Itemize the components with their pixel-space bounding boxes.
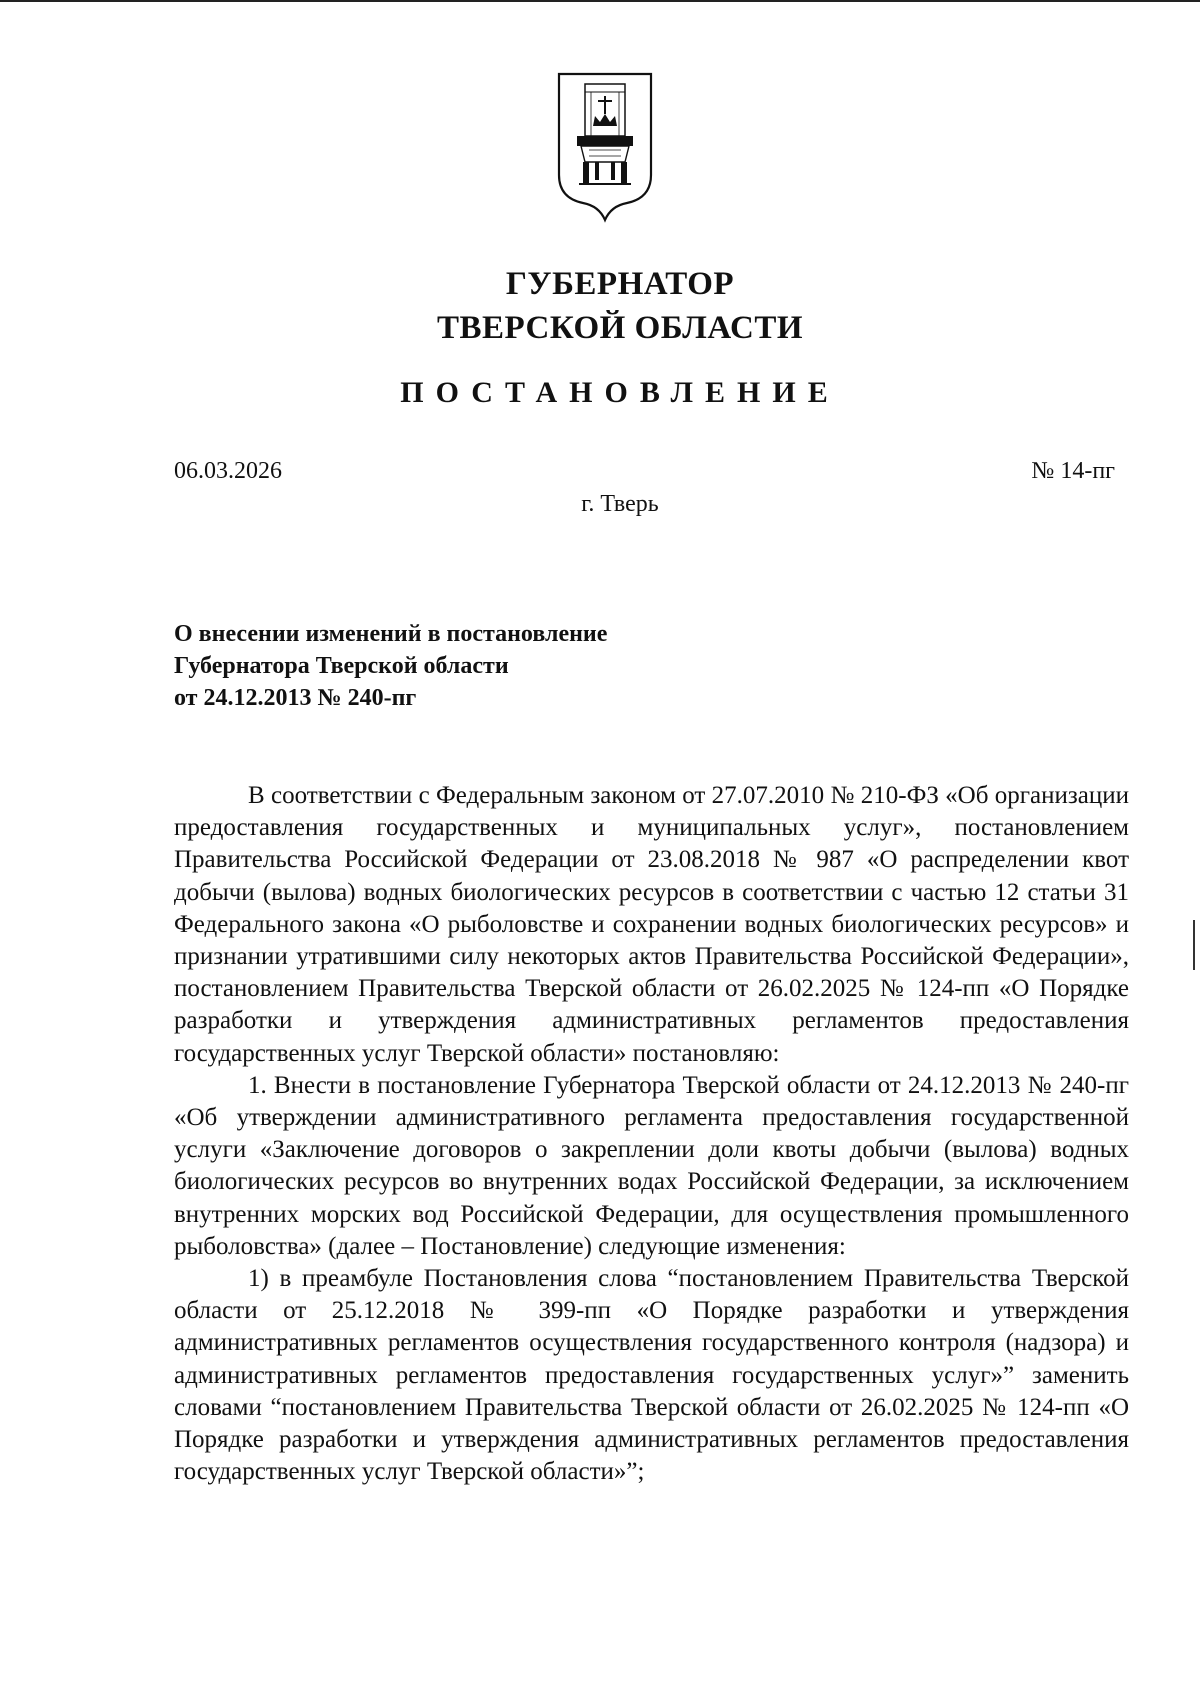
document-date: 06.03.2026 [174, 458, 282, 484]
authority-line-2: ТВЕРСКОЙ ОБЛАСТИ [436, 310, 804, 346]
item-1-paragraph: 1. Внести в постановление Губернатора Тверской области от 24.12.2013 № 240-пг «Об утверждении административного регламента предоставления государственной услуги «Заключение договоров о закреплении доли квоты добычи (вылова) водных биологических ресурсов во внутренних водах Российской Федерации, за исключением внутренних морских вод Российской Федерации, для осуществления промышленного рыболовства» (далее – Постановление) следующие изменения: [174, 1071, 1129, 1260]
subject-line-1: О внесении изменений в постановление [174, 621, 608, 647]
subject-line-2: Губернатора Тверской области [174, 653, 509, 679]
document-number: № 14-пг [1031, 458, 1115, 484]
document-body [174, 780, 1129, 1488]
subject-line-3: от 24.12.2013 № 240-пг [174, 685, 417, 711]
issuing-authority [0, 262, 1200, 350]
scan-edge-mark [1193, 920, 1195, 970]
preamble-paragraph: В соответствии с Федеральным законом от 27.07.2010 № 210-ФЗ «Об организации предоставления государственных и муниципальных услуг», постановлением Правительства Российской Федерации от 23.08.2018 № 987 «О распределении квот добычи (вылова) водных биологических ресурсов в соответствии с частью 12 статьи 31 Федерального закона «О рыболовстве и сохранении водных биологических ресурсов» и признании утратившими силу некоторых актов Правительства Российской Федерации», постановлением Правительства Тверской области от 26.02.2025 № 124-пп «О Порядке разработки и утверждения административных регламентов предоставления государственных услуг Тверской области» постановляю: [174, 782, 1129, 1067]
tver-region-coat-of-arms-icon [555, 70, 655, 230]
top-border-line [0, 0, 1200, 2]
document-type: ПОСТАНОВЛЕНИЕ [400, 376, 840, 409]
document-city: г. Тверь [581, 491, 659, 517]
document-subject [174, 618, 607, 714]
item-1-1-paragraph: 1) в преамбуле Постановления слова “постановлением Правительства Тверской области от 25.12.2018 № 399-пп «О Порядке разработки и утверждения административных регламентов осуществления государственного контроля (надзора) и административных регламентов предоставления государственных услуг»” заменить словами “постановлением Правительства Тверской области от 26.02.2025 № 124-пп «О Порядке разработки и утверждения административных регламентов предоставления государственных услуг Тверской области»”; [174, 1265, 1129, 1486]
authority-line-1: ГУБЕРНАТОР [505, 266, 735, 302]
